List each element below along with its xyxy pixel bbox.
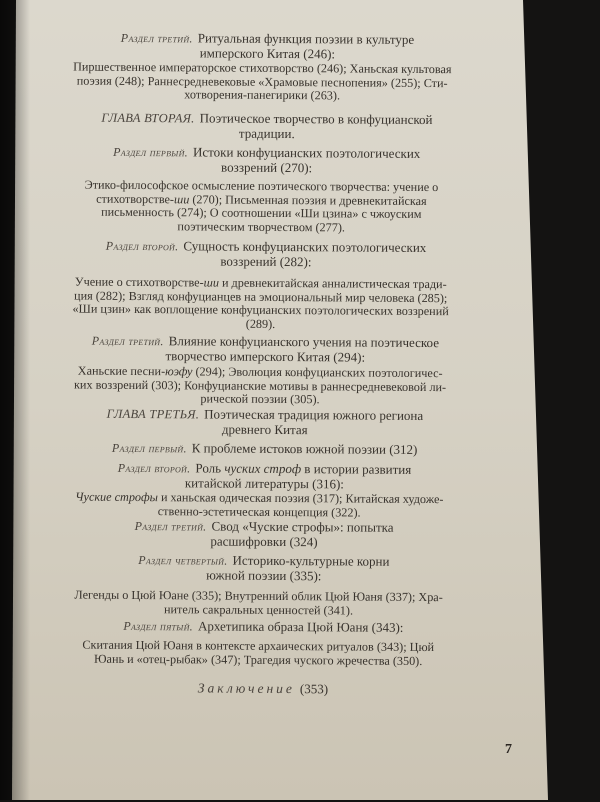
toc-para [29, 490, 489, 520]
toc-text: и ханьская одическая поэзия (317); Китайская художе- [157, 490, 444, 507]
toc-section [40, 440, 490, 458]
toc-label: Раздел второй. [105, 238, 179, 254]
toc-label: ГЛАВА ТРЕТЬЯ. [106, 406, 200, 422]
toc-chapter [40, 406, 490, 438]
toc-text: Ритуальная функция поэзии в культуре [197, 30, 415, 47]
toc-text: традиции. [238, 125, 295, 141]
toc-section [41, 238, 491, 270]
toc-text: Чуские строфы [75, 489, 158, 505]
toc-text: «Ши цзин» как воплощение конфуцианских поэтологических воззрений [72, 301, 449, 319]
toc-text: Поэтическое творчество в конфуцианской [199, 110, 433, 128]
toc-label: Раздел пятый. [123, 618, 194, 634]
toc-text: (353) [299, 681, 329, 697]
toc-text: рической поэзии (305). [200, 391, 320, 407]
toc-text: в истории развития [301, 461, 412, 477]
toc-text: (270); Письменная поэзия и древнекитайская [189, 191, 427, 208]
toc-text: Пиршественное императорское стихотворство (246); Ханьская культовая [73, 59, 452, 77]
toc-text: творчество имперского Китая (294): [165, 347, 366, 365]
toc-text: ши [203, 275, 220, 290]
toc-label: Раздел третий. [120, 30, 193, 46]
toc-conclusion [38, 680, 488, 698]
toc-line [38, 680, 488, 698]
toc-line [39, 533, 489, 551]
toc-text: Свод «Чуские строфы»: попытка [211, 518, 394, 535]
toc-text: Этико-философское осмысление поэтического творчества: учение о [84, 177, 439, 195]
toc-section [40, 333, 490, 365]
toc-text: юэфу [165, 364, 193, 379]
toc-line [28, 652, 488, 669]
toc-text: Архетипика образа Цюй Юаня (343): [197, 618, 404, 635]
toc-label: Раздел третий. [134, 518, 207, 534]
toc-label: Раздел четвертый. [138, 553, 228, 568]
toc-para [28, 638, 488, 668]
toc-text: К проблеме истоков южной поэзии (312) [191, 440, 418, 457]
toc-text: ция (282); Взгляд конфуцианцев на эмоциональный мир человека (285); [74, 288, 448, 305]
toc-para [28, 588, 488, 618]
toc-text: ши [173, 191, 190, 206]
toc-text: чуских строф [224, 460, 302, 477]
toc-text: имперского Китая (246): [199, 44, 336, 61]
toc-para [30, 275, 490, 332]
toc-para [32, 60, 492, 104]
toc-para [30, 364, 490, 408]
toc-line [38, 618, 488, 636]
toc-text: Влияние конфуцианского учения на поэтическое [168, 333, 440, 351]
toc-label: Раздел первый. [111, 440, 187, 456]
toc-section [39, 552, 489, 584]
toc-text: (294); Эволюция конфуцианских поэтологичес- [192, 364, 443, 381]
toc-label: ГЛАВА ВТОРАЯ. [101, 110, 195, 126]
toc-line [39, 567, 489, 585]
toc-text: поэзия (248); Раннесредневековые «Храмовые песнопения» (255); Сти- [76, 73, 448, 90]
toc-text: южной поэзии (335): [206, 566, 322, 583]
toc-section [39, 518, 489, 550]
toc-text: Ханьские песни- [77, 363, 166, 379]
toc-para [31, 178, 491, 235]
toc-label: Раздел второй. [117, 460, 191, 476]
toc-text: хотворения-панегирики (263). [184, 87, 341, 103]
toc-text: письменность (274); О соотношении «Ши цзина» с чжоуским [101, 204, 422, 221]
page-number: 7 [505, 742, 512, 757]
toc-text: поэтическим творчеством (277). [177, 218, 346, 234]
toc-text: Легенды о Цюй Юане (335); Внутренний облик Цюй Юаня (337); Хра- [74, 587, 443, 605]
toc-text: и древнекитайская анналистическая тради- [218, 275, 447, 292]
toc-text: Юань и «отец-рыбак» (347); Трагедия чуского жречества (350). [94, 651, 423, 668]
toc-text: воззрений (270): [220, 159, 313, 175]
toc-line [40, 440, 490, 458]
toc-label: Раздел третий. [91, 333, 164, 349]
toc-text: Историко-культурные корни [232, 552, 390, 569]
toc-chapter [42, 110, 492, 142]
toc-text: китайской литературы (316): [184, 474, 345, 491]
toc-line [42, 159, 492, 177]
toc-text: расшифровки (324) [210, 533, 318, 549]
toc-text: ственно-эстетическая концепция (322). [157, 503, 361, 520]
toc-text: (289). [245, 316, 276, 331]
toc-text: Роль [195, 460, 225, 476]
toc-section [38, 618, 488, 636]
toc-line [31, 219, 491, 236]
toc-text: Учение о стихотворстве- [74, 274, 204, 290]
toc-text: нитель сакральных ценностей (341). [163, 601, 354, 618]
toc-section [42, 144, 492, 176]
toc-label: Раздел первый. [113, 144, 189, 160]
toc-text: Поэтическая традиция южного региона [204, 406, 424, 423]
toc-section [42, 30, 492, 62]
toc-text: Истоки конфуцианских поэтологических [192, 144, 421, 161]
toc-text: древнего Китая [221, 421, 308, 437]
toc-text: ких воззрений (303); Конфуцианские мотивы в раннесредневековой ли- [73, 377, 447, 394]
toc-text: стихотворстве- [96, 191, 175, 206]
toc-label: Заключение [197, 680, 296, 697]
toc-section [39, 460, 489, 492]
toc-text: воззрений (282): [220, 253, 312, 269]
toc-text: Сущность конфуцианских поэтологических [183, 238, 427, 256]
toc-text: Скитания Цюй Юаня в контексте архаических ритуалов (343); Цюй [82, 637, 435, 655]
